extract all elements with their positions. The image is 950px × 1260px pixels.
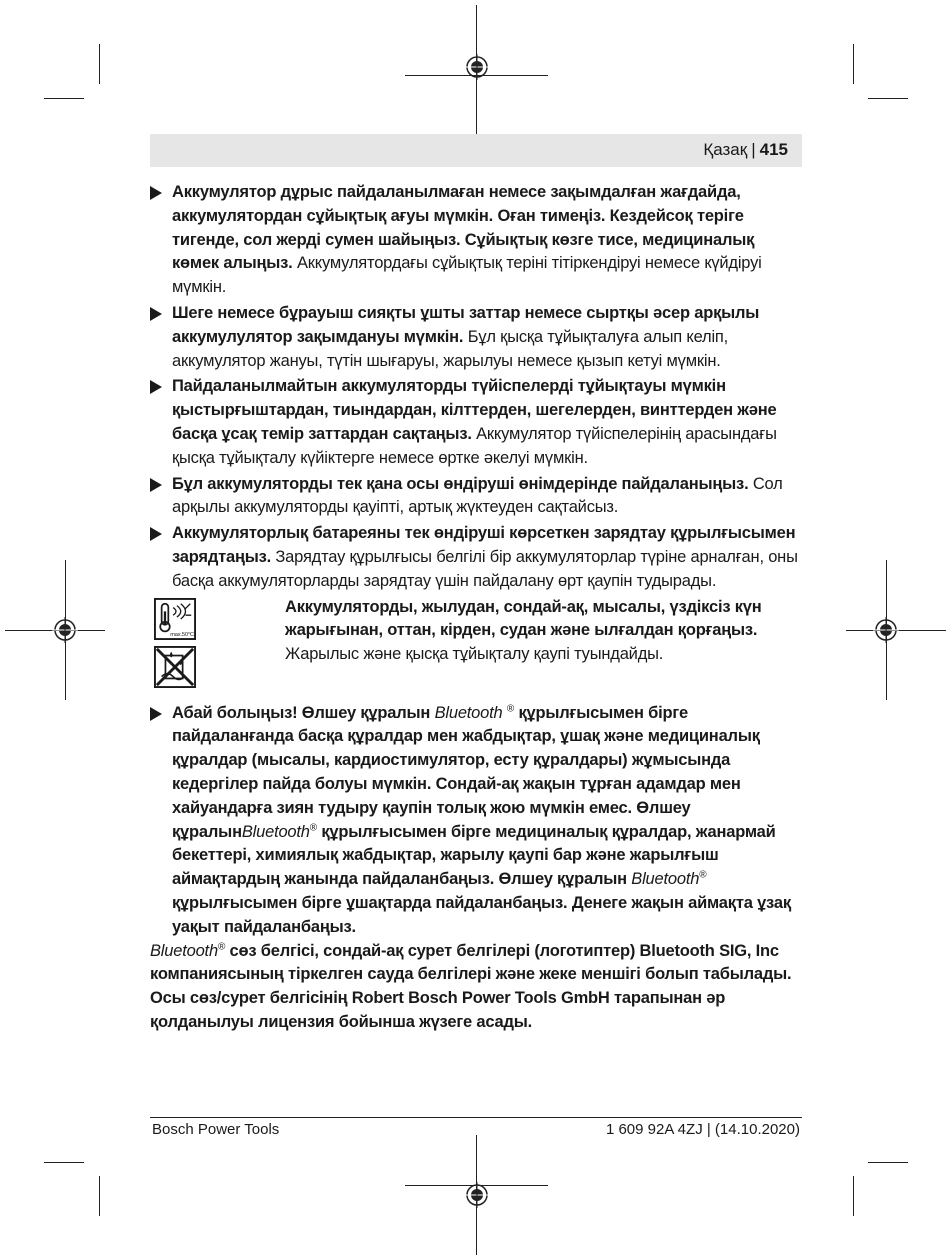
- header-separator: |: [751, 140, 756, 159]
- page-number: 415: [759, 140, 788, 159]
- bluetooth-warning-text-4: құрылғысымен бірге ұшақтарда пайдаланбаңыз. Денеге жақын аймақта ұзақ уақыт пайдаланбаңыз.: [172, 893, 791, 936]
- bullet-arrow-icon: [150, 707, 162, 721]
- crop-mark: [853, 1176, 854, 1216]
- page-header: [150, 134, 802, 167]
- bluetooth-warning-text-1: Абай болыңыз! Өлшеу құралын: [172, 703, 435, 722]
- trademark-notice: [150, 940, 802, 1035]
- warning-bullet: [150, 181, 802, 300]
- warning-bold-text: Аккумулятор дұрыс пайдаланылмаған немесе зақымдалған жағдайда, аккумулятордан сұйықтық ағуы мүмкін. Оған тимеңіз. Кездейсоқ теріге тигенде, сол жерді сумен шайыңыз. Сұйықтық көзге тисе, медициналық көмек алыңыз.: [172, 183, 755, 273]
- trademark-text: сөз белгісі, сондай-ақ сурет белгілері (логотиптер) Bluetooth SIG, Inc компаниясының тіркелген сауда белгілері және жеке меншігі болып табылады. Осы сөз/сурет белгісінің Robert Bosch Power Tools GmbH тарапынан әр қолданылуы лицензия бойынша жүзеге асады.: [150, 941, 792, 1031]
- bluetooth-warning-text-3: құрылғысымен бірге медициналық құралдар, жанармай бекеттері, химиялық жабдықтар, жарылу қаупі бар және жарылғыш аймақтардың жанында пайдаланбаңыз. Өлшеу құралын: [172, 822, 776, 889]
- footer-doc-id: 1 609 92A 4ZJ | (14.10.2020): [605, 1121, 800, 1138]
- warning-bold-text: Бұл аккумуляторды тек қана осы өндіруші өнімдерінде пайдаланыңыз.: [172, 474, 749, 493]
- warning-bullet: [150, 375, 802, 470]
- registration-mark-icon: [464, 54, 490, 80]
- heat-icon-caption: max.50°C: [170, 631, 194, 638]
- warning-text: Аккумулятор түйіспелерінің арасындағы қысқа тұйықталу күйіктерге немесе өртке әкелуі мүмкін.: [172, 424, 777, 467]
- crop-mark: [99, 44, 100, 84]
- crop-mark: [853, 44, 854, 84]
- warning-bullet: [150, 473, 802, 521]
- crop-mark: [99, 1176, 100, 1216]
- registration-mark-icon: [52, 617, 78, 643]
- registered-mark: ®: [699, 869, 707, 881]
- bullet-arrow-icon: [150, 478, 162, 492]
- registered-mark: ®: [506, 703, 515, 715]
- warning-bullet: [150, 302, 802, 373]
- protection-block: [150, 596, 802, 696]
- protection-normal-text: Жарылыс және қысқа тұйықталу қаупі туындайды.: [285, 645, 664, 664]
- warning-text: Сол арқылы аккумуляторды қауіпті, артық жүктеуден сақтайсыз.: [172, 474, 783, 517]
- protection-bold-text: Аккумуляторды, жылудан, сондай-ақ, мысалы, үздіксіз күн жарығынан, оттан, кірден, судан және ылғалдан қорғаңыз.: [285, 597, 762, 640]
- warning-text: Зарядтау құрылғысы белгілі бір аккумуляторлар түріне арналған, оны басқа аккумуляторларды зарядтау үшін пайдалану өрт қаупін тудырады.: [172, 547, 798, 590]
- bluetooth-brand: Bluetooth: [150, 941, 218, 960]
- bluetooth-warning-text-2: құрылғысымен бірге пайдаланғанда басқа құралдар мен жабдықтар, ұшақ және медициналық құралдар (мысалы, кардиостимулятор, есту құралдары) жұмысында кедергілер пайда болуы мүмкін. Сондай-ақ жақын тұрған адамдар мен хайуандарға зиян тудыру қаупін толық жою мүмкін емес. Өлшеу құралын: [172, 703, 760, 841]
- footer-divider: [150, 1117, 802, 1118]
- bullet-arrow-icon: [150, 527, 162, 541]
- thermometer-heat-icon: [154, 598, 196, 640]
- registration-mark-icon: [464, 1182, 490, 1208]
- bluetooth-brand: Bluetooth: [631, 870, 700, 889]
- warning-text: Аккумулятордағы сұйықтық теріні тітіркендіруі немесе күйдіруі мүмкін.: [172, 254, 762, 297]
- registration-mark-icon: [873, 617, 899, 643]
- registered-mark: ®: [309, 822, 317, 834]
- no-water-icon: [154, 646, 196, 688]
- warning-bullet: [150, 522, 802, 593]
- crop-mark: [44, 1162, 84, 1163]
- page-content: [150, 181, 802, 1035]
- warning-text: Бұл қысқа тұйықталуға алып келіп, аккумулятор жануы, түтін шығаруы, жарылуы немесе қызып кетуі мүмкін.: [172, 327, 729, 370]
- header-text: [703, 140, 788, 160]
- bluetooth-warning-bullet: [150, 702, 802, 940]
- crop-mark: [44, 98, 84, 99]
- bullet-arrow-icon: [150, 380, 162, 394]
- bullet-arrow-icon: [150, 186, 162, 200]
- warning-bold-text: Аккумуляторлық батареяны тек өндіруші көрсеткен зарядтау құрылғысымен зарядтаңыз.: [172, 524, 796, 566]
- bluetooth-brand: Bluetooth: [434, 703, 503, 722]
- header-language: Қазақ: [703, 140, 748, 159]
- registered-mark: ®: [217, 941, 226, 953]
- crop-mark: [868, 98, 908, 99]
- protection-text: [285, 596, 805, 667]
- bluetooth-brand: Bluetooth: [241, 822, 310, 841]
- bullet-arrow-icon: [150, 307, 162, 321]
- crop-mark: [868, 1162, 908, 1163]
- warning-bold-text: Пайдаланылмайтын аккумуляторды түйіспелерді тұйықтауы мүмкін қыстырғыштардан, тиындардан, кілттерден, шегелерден, винттерден және басқа ұсақ темір заттардан сақтаңыз.: [172, 377, 777, 443]
- warning-bold-text: Шеге немесе бұрауыш сияқты ұшты заттар немесе сыртқы әсер арқылы аккумулулятор зақымдануы мүмкін.: [172, 303, 760, 346]
- footer-brand: Bosch Power Tools: [152, 1121, 280, 1138]
